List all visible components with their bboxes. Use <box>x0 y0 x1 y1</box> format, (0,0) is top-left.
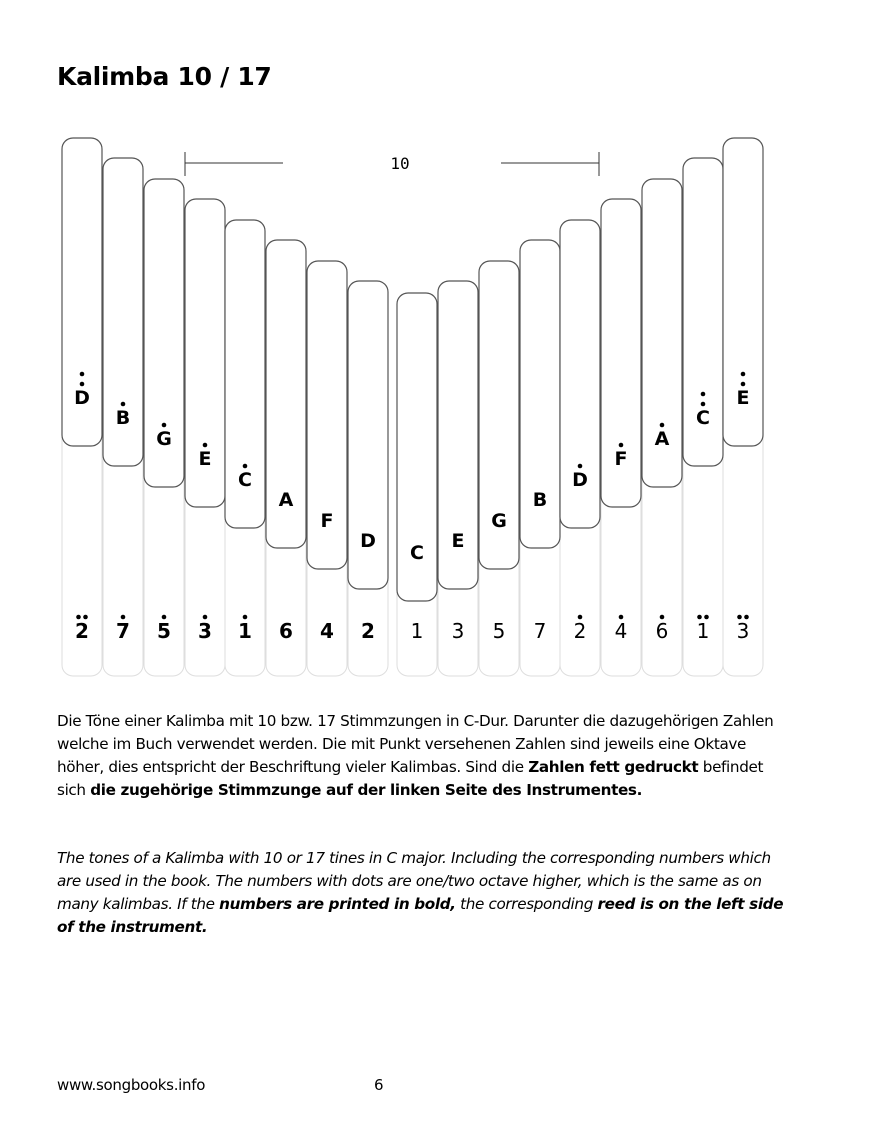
octave-dot <box>744 615 749 620</box>
tine-number: 1 <box>410 619 424 643</box>
tine-number: 1 <box>696 619 710 643</box>
tine-number: 6 <box>279 619 293 643</box>
tine-number: 4 <box>614 619 628 643</box>
octave-dot <box>80 382 85 387</box>
tine-number: 5 <box>157 619 171 643</box>
description-german <box>57 710 787 802</box>
paragraph-en-segment: the corresponding <box>455 895 598 913</box>
paragraph-de-segment: die zugehörige Stimmzunge auf der linken Seite des Instrumentes. <box>90 781 643 799</box>
note-label: C <box>238 469 252 491</box>
octave-dot <box>619 615 624 620</box>
paragraph-en-segment: The tones of a Kalimba with 10 or 17 tines in C major. Including the corresponding numbers which are used in the book. The numbers with dots are one/two octave higher, which is the same as on many kalimbas. If the <box>57 849 771 913</box>
octave-dot <box>701 392 706 397</box>
ten-tine-range-bracket <box>185 152 599 176</box>
note-label: G <box>491 510 507 532</box>
octave-dot <box>741 372 746 377</box>
paragraph-en-segment: reed is on the left side of the instrument. <box>57 895 784 936</box>
note-label: D <box>360 530 376 552</box>
octave-dot <box>80 372 85 377</box>
octave-dot <box>121 402 126 407</box>
paragraph-de-segment: Zahlen fett gedruckt <box>528 758 699 776</box>
octave-dot <box>83 615 88 620</box>
note-label: D <box>74 387 90 409</box>
tine-number: 3 <box>198 619 212 643</box>
tine-number: 2 <box>361 619 375 643</box>
octave-dot <box>162 615 167 620</box>
note-label: E <box>451 530 465 552</box>
tine-number: 3 <box>451 619 465 643</box>
tine-numbers <box>75 615 749 643</box>
note-label: G <box>156 428 172 450</box>
tine-number: 4 <box>320 619 334 643</box>
page-title: Kalimba 10 / 17 <box>57 62 272 91</box>
tine-number: 7 <box>533 619 547 643</box>
note-label: D <box>572 469 588 491</box>
octave-dot <box>203 615 208 620</box>
note-label: C <box>696 407 710 429</box>
tine-number: 2 <box>573 619 587 643</box>
octave-dot <box>203 443 208 448</box>
octave-dot <box>737 615 742 620</box>
note-label: B <box>532 489 548 511</box>
octave-dot <box>701 402 706 407</box>
note-label: F <box>320 510 334 532</box>
octave-dot <box>741 382 746 387</box>
octave-dot <box>619 443 624 448</box>
note-label: A <box>278 489 294 511</box>
paragraph-de-segment: befindet sich <box>57 758 764 799</box>
footer-website: www.songbooks.info <box>57 1076 206 1094</box>
description-english <box>57 847 787 939</box>
note-label: A <box>654 428 670 450</box>
tine-bars <box>62 138 763 601</box>
octave-dot <box>121 615 126 620</box>
tine-number: 7 <box>116 619 130 643</box>
tine-number: 5 <box>492 619 506 643</box>
paragraph-en-segment: numbers are printed in bold, <box>219 895 456 913</box>
octave-dot <box>660 615 665 620</box>
page-number: 6 <box>374 1076 384 1094</box>
octave-dot <box>162 423 167 428</box>
tine-number: 2 <box>75 619 89 643</box>
note-label: B <box>115 407 131 429</box>
tine-number: 1 <box>238 619 252 643</box>
octave-dot <box>578 464 583 469</box>
note-label: E <box>198 448 212 470</box>
note-label: C <box>410 542 424 564</box>
octave-dot <box>243 615 248 620</box>
octave-dot <box>76 615 81 620</box>
octave-dot <box>578 615 583 620</box>
octave-dot <box>704 615 709 620</box>
octave-dot <box>243 464 248 469</box>
octave-dot <box>660 423 665 428</box>
paragraph-de-segment: Die Töne einer Kalimba mit 10 bzw. 17 Stimmzungen in C-Dur. Darunter die dazugehörigen Zahlen welche im Buch verwendet werden. Die mit Punkt versehenen Zahlen sind jeweils eine Oktave höher, dies entspricht der Beschriftung vieler Kalimbas. Sind die <box>57 712 774 776</box>
range-label: 10 <box>390 154 410 173</box>
tine-number: 3 <box>736 619 750 643</box>
note-label: E <box>736 387 750 409</box>
tine-number: 6 <box>655 619 669 643</box>
octave-dot <box>697 615 702 620</box>
note-label: F <box>614 448 628 470</box>
